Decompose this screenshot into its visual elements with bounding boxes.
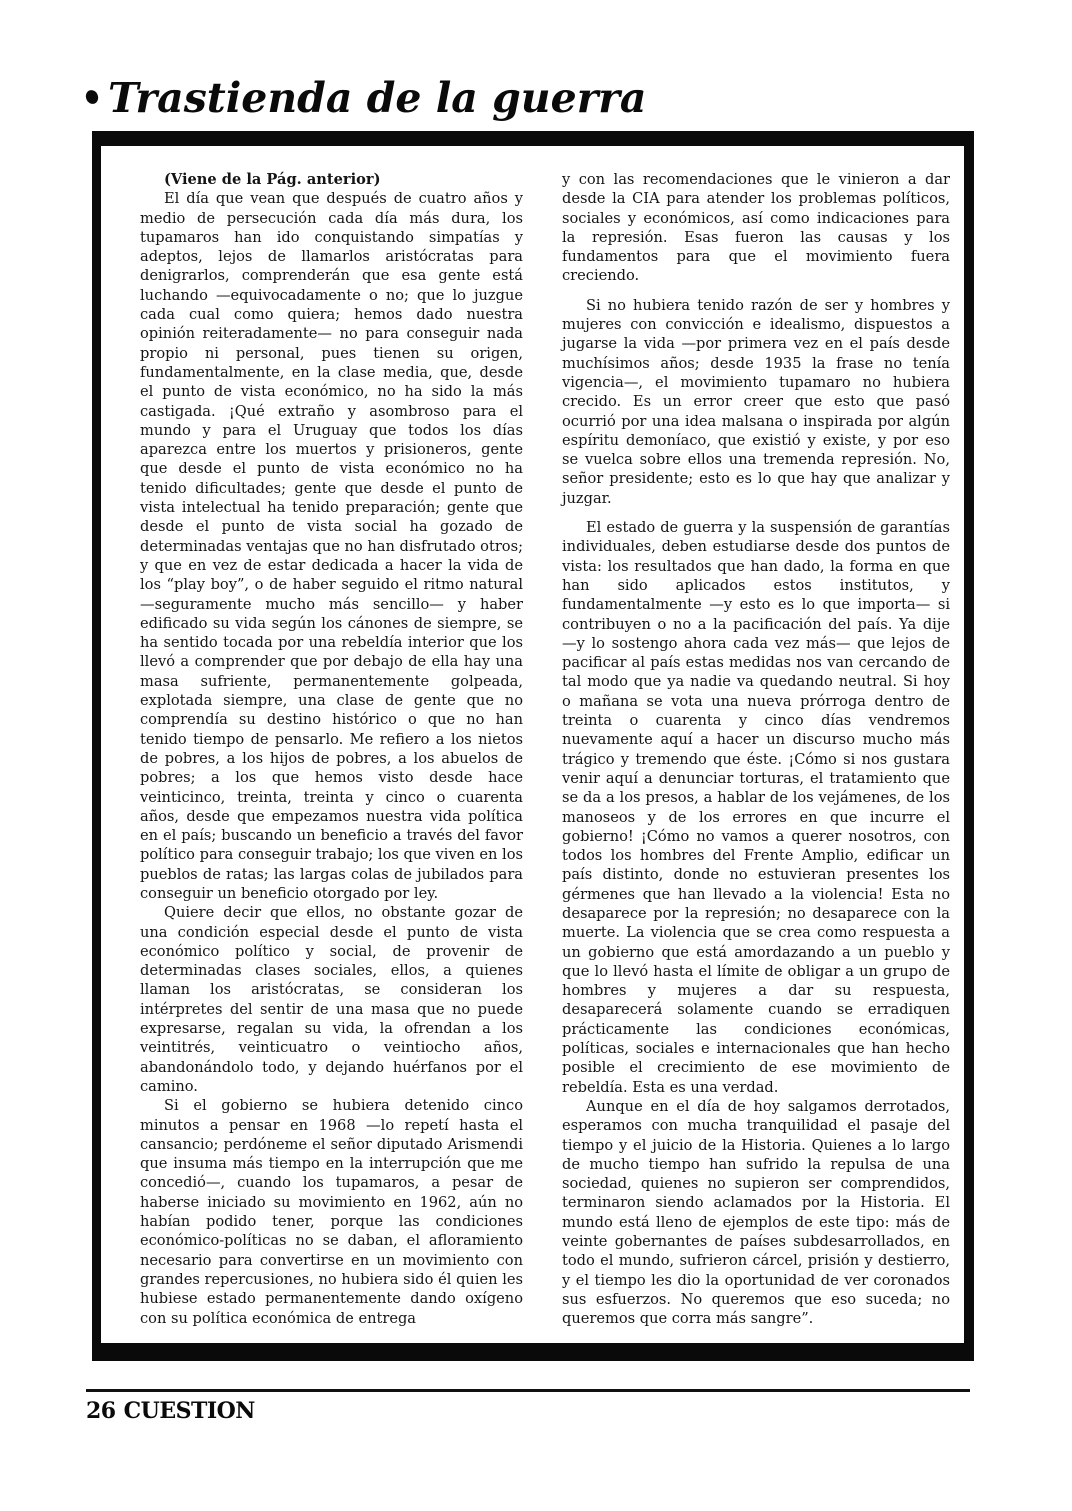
page-footer — [86, 1398, 255, 1424]
footer-rule — [86, 1389, 970, 1392]
paragraph: El día que vean que después de cuatro años y medio de persecución cada día más dura, los tupamaros han ido conquistando simpatías y adeptos, lejos de llamarlos aristócratas para denigrarlos, comprenderán que esa gente está luchando —equivocadamente o no; que lo juzgue cada cual como quiera; hemos dado nuestra opinión reiteradamente— no para conseguir nada propio ni personal, pues tienen su origen, fundamentalmente, en la clase media, que, desde el punto de vista económico, no ha sido la más castigada. ¡Qué extraño y asombroso para el mundo y para el Uruguay que todos los días aparezca entre los muertos y prisioneros, gente que desde el punto de vista económico no ha tenido dificultades; gente que desde el punto de vista intelectual ha tenido preparación; gente que desde el punto de vista social ha gozado de determinadas ventajas que no han disfrutado otros; y que en vez de estar dedicada a hacer la vida de los “play boy”, o de haber seguido el ritmo natural —seguramente mucho más sencillo— y haber edificado su vida según los cánones de siempre, se ha sentido tocada por una rebeldía interior que los llevó a comprender que por debajo de ella hay una masa sufriente, permanentemente golpeada, explotada siempre, una clase de gente que no comprendía su destino histórico o que no han tenido tiempo de pensarlo. Me refiero a los nietos de pobres, a los hijos de pobres, a los abuelos de pobres; a los que hemos visto desde hace veinticinco, treinta, treinta y cinco o cuarenta años, desde que empezamos nuestra vida política en el país; buscando un beneficio a través del favor político para conseguir trabajo; los que viven en los pueblos de ratas; las largas colas de jubilados para conseguir un beneficio otorgado por ley. — [140, 190, 523, 902]
paragraph: Si no hubiera tenido razón de ser y hombres y mujeres con convicción e idealismo, dispuestos a jugarse la vida —por primera vez en el país desde muchísimos años; desde 1935 la frase no tenía vigencia—, el movimiento tupamaro no hubiera crecido. Es un error creer que esto que pasó ocurrió por una idea malsana o inspirada por algún espíritu demoníaco, que existió y existe, y por eso se vuelca sobre ellos una tremenda represión. No, señor presidente; esto es lo que hay que analizar y juzgar. — [562, 296, 950, 507]
paragraph: Quiere decir que ellos, no obstante gozar de una condición especial desde el punto de vista económico político y social, de provenir de determinadas clases sociales, ellos, a quienes llaman los aristócratas, se consideran los intérpretes del sentir de una masa que no puede expresarse, regalan su vida, la ofrendan a los veintitrés, veinticuatro o veintiocho años, abandonándolo todo, y dejando huérfanos por el camino. — [140, 904, 523, 1095]
section-title-text: Trastienda de la guerra — [108, 74, 647, 122]
section-title — [86, 74, 646, 122]
bullet-icon — [84, 88, 100, 105]
paragraph: El estado de guerra y la suspensión de garantías individuales, deben estudiarse desde dos puntos de vista: los resultados que han dado, la forma en que han sido aplicados estos institutos, y fundamentalmente —y esto es lo que importa— si contribuyen o no a la pacificación del país. Ya dije —y lo sostengo ahora cada vez más— que lejos de pacificar al país estas medidas nos van cercando de tal modo que ya nadie va quedando neutral. Si hoy o mañana se vota una nueva prórroga dentro de treinta o cuarenta y cinco días vendremos nuevamente aquí a hacer un discurso mucho más trágico y tremendo que éste. ¡Cómo si nos gustara venir aquí a denunciar torturas, el tratamiento que se da a los presos, a hablar de los vejámenes, de los manoseos y de los errores en que incurre el gobierno! ¡Cómo no vamos a querer nosotros, con todos los hombres del Frente Amplio, edificar un país distinto, donde no estuvieran presentes los gérmenes que han llevado a la violencia! Esta no desaparece por la represión; no desaparece con la muerte. La violencia que se crea como respuesta a un gobierno que está amordazando a un pueblo y que lo llevó hasta el límite de obligar a un grupo de hombres y mujeres a dar su respuesta, desaparecerá solamente cuando se erradiquen prácticamente las condiciones económicas, políticas, sociales e internacionales que han hecho posible el crecimiento de ese movimiento de rebeldía. Esta es una verdad. — [562, 519, 950, 1096]
continued-from-note: (Viene de la Pág. anterior) — [164, 171, 381, 188]
publication-name: CUESTION — [123, 1398, 255, 1424]
page-number: 26 — [86, 1398, 116, 1424]
paragraph: Aunque en el día de hoy salgamos derrotados, esperamos con mucha tranquilidad el pasaje del tiempo y el juicio de la Historia. Quienes a lo largo de mucho tiempo han sufrido la repulsa de una sociedad, quienes no supieron ser comprendidos, terminaron siendo aclamados por la Historia. El mundo está lleno de ejemplos de este tipo: más de veinte gobernantes de países subdesarrollados, en todo el mundo, sufrieron cárcel, prisión y destierro, y el tiempo les dio la oportunidad de ver coronados sus esfuerzos. No queremos que eso suceda; no queremos que corra más sangre”. — [562, 1097, 950, 1328]
paragraph: y con las recomendaciones que le vinieron a dar desde la CIA para atender los problemas políticos, sociales y económicos, así como indicaciones para la represión. Esas fueron las causas y los fundamentos para que el movimiento fuera creciendo. — [562, 171, 950, 285]
article-column-right — [562, 170, 950, 1329]
paragraph: Si el gobierno se hubiera detenido cinco minutos a pensar en 1968 —lo repetí hasta el cansancio; perdóneme el señor diputado Arismendi que insuma más tiempo en la interrupción que me concedió—, cuando los tupamaros, a pesar de haberse iniciado su movimiento en 1962, aún no habían podido tener, porque las condiciones económico-políticas no se daban, el afloramiento necesario para convertirse en un movimiento con grandes repercusiones, no hubiera sido él quien les hubiese estado permanentemente dando oxígeno con su política económica de entrega — [140, 1097, 523, 1327]
article-column-left — [140, 170, 523, 1328]
